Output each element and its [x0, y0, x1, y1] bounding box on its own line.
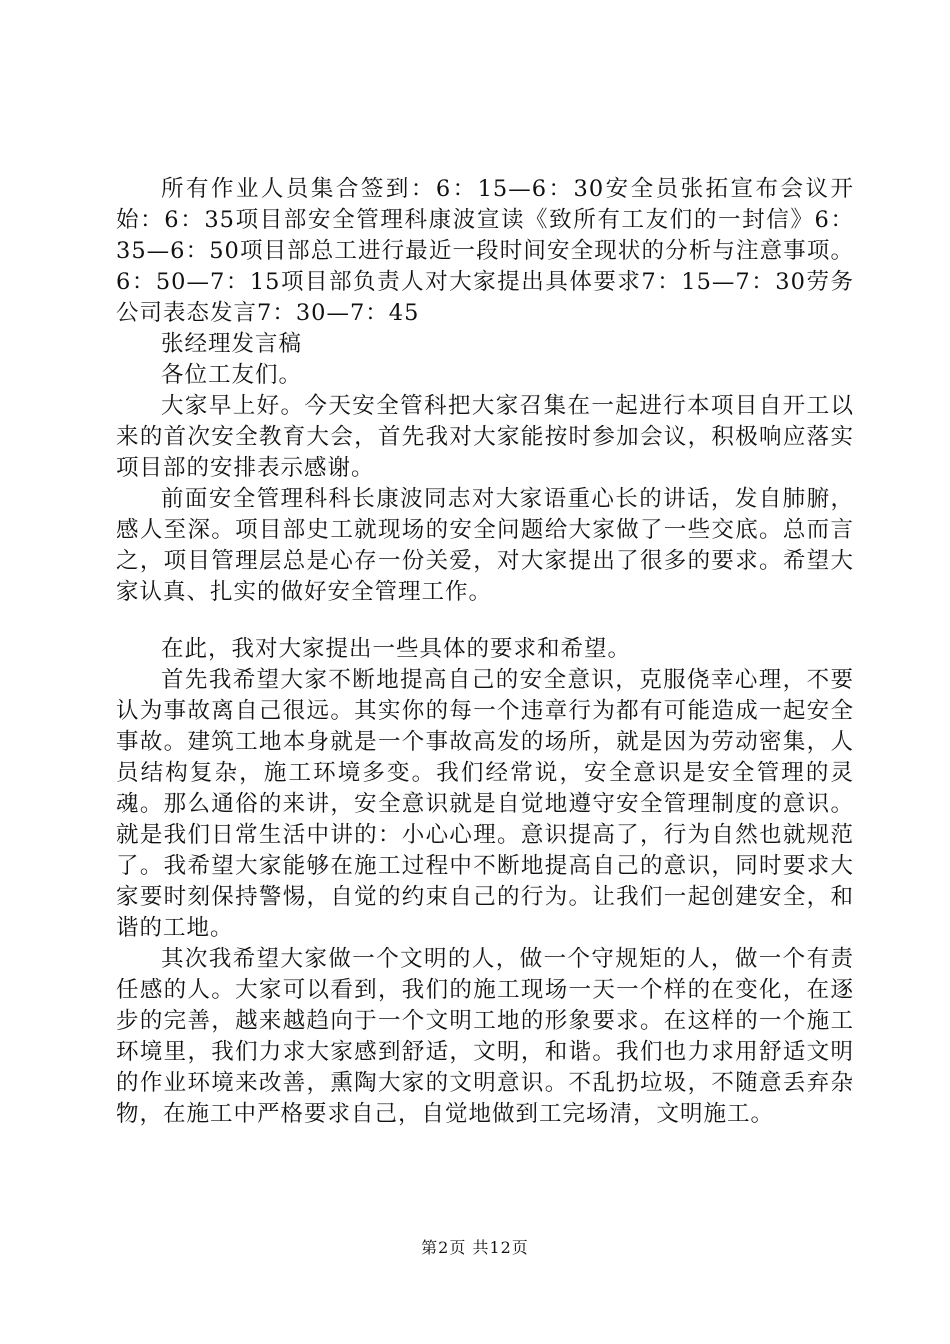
paragraph-speech-title: 张经理发言稿	[161, 331, 303, 357]
paragraph-review: 前面安全管理科科长康波同志对大家语重心长的讲话，发自肺腑，感人至深。项目部史工就现场的安全问题给大家做了一些交底。总而言之，项目管理层总是心存一份关爱，对大家提出了很多的要求。希望大家认真、扎实的做好安全管理工作。	[116, 486, 854, 605]
paragraph-schedule: 所有作业人员集合签到：6：15—6：30安全员张拓宣布会议开始：6：35项目部安全管理科康波宣读《致所有工友们的一封信》6：35—6：50项目部总工进行最近一段时间安全现状的分析与注意事项。6：50—7：15项目部负责人对大家提出具体要求7：15—7：30劳务公司表态发言7：30—7：45	[116, 176, 854, 326]
document-body	[116, 174, 854, 1130]
paragraph-civilized-worksite: 其次我希望大家做一个文明的人，做一个守规矩的人，做一个有责任感的人。大家可以看到，我们的施工现场一天一个样的在变化，在逐步的完善，越来越趋向于一个文明工地的形象要求。在这样的一个施工环境里，我们力求大家感到舒适，文明，和谐。我们也力求用舒适文明的作业环境来改善，熏陶大家的文明意识。不乱扔垃圾，不随意丢弃杂物，在施工中严格要求自己，自觉地做到工完场清，文明施工。	[116, 946, 854, 1127]
paragraph-salutation: 各位工友们。	[161, 362, 303, 388]
page-number-footer: 第2页 共12页	[421, 1238, 529, 1257]
paragraph-greeting: 大家早上好。今天安全管科把大家召集在一起进行本项目自开工以来的首次安全教育大会，首先我对大家能按时参加会议，积极响应落实项目部的安排表示感谢。	[116, 393, 854, 481]
paragraph-intro-requirements: 在此，我对大家提出一些具体的要求和希望。	[161, 636, 632, 662]
paragraph-safety-awareness: 首先我希望大家不断地提高自己的安全意识，克服侥幸心理，不要认为事故离自己很远。其实你的每一个违章行为都有可能造成一起安全事故。建筑工地本身就是一个事故高发的场所，就是因为劳动密集，人员结构复杂，施工环境多变。我们经常说，安全意识是安全管理的灵魂。那么通俗的来讲，安全意识就是自觉地遵守安全管理制度的意识。就是我们日常生活中讲的：小心心理。意识提高了，行为自然也就规范了。我希望大家能够在施工过程中不断地提高自己的意识，同时要求大家要时刻保持警惕，自觉的约束自己的行为。让我们一起创建安全，和谐的工地。	[116, 667, 854, 941]
